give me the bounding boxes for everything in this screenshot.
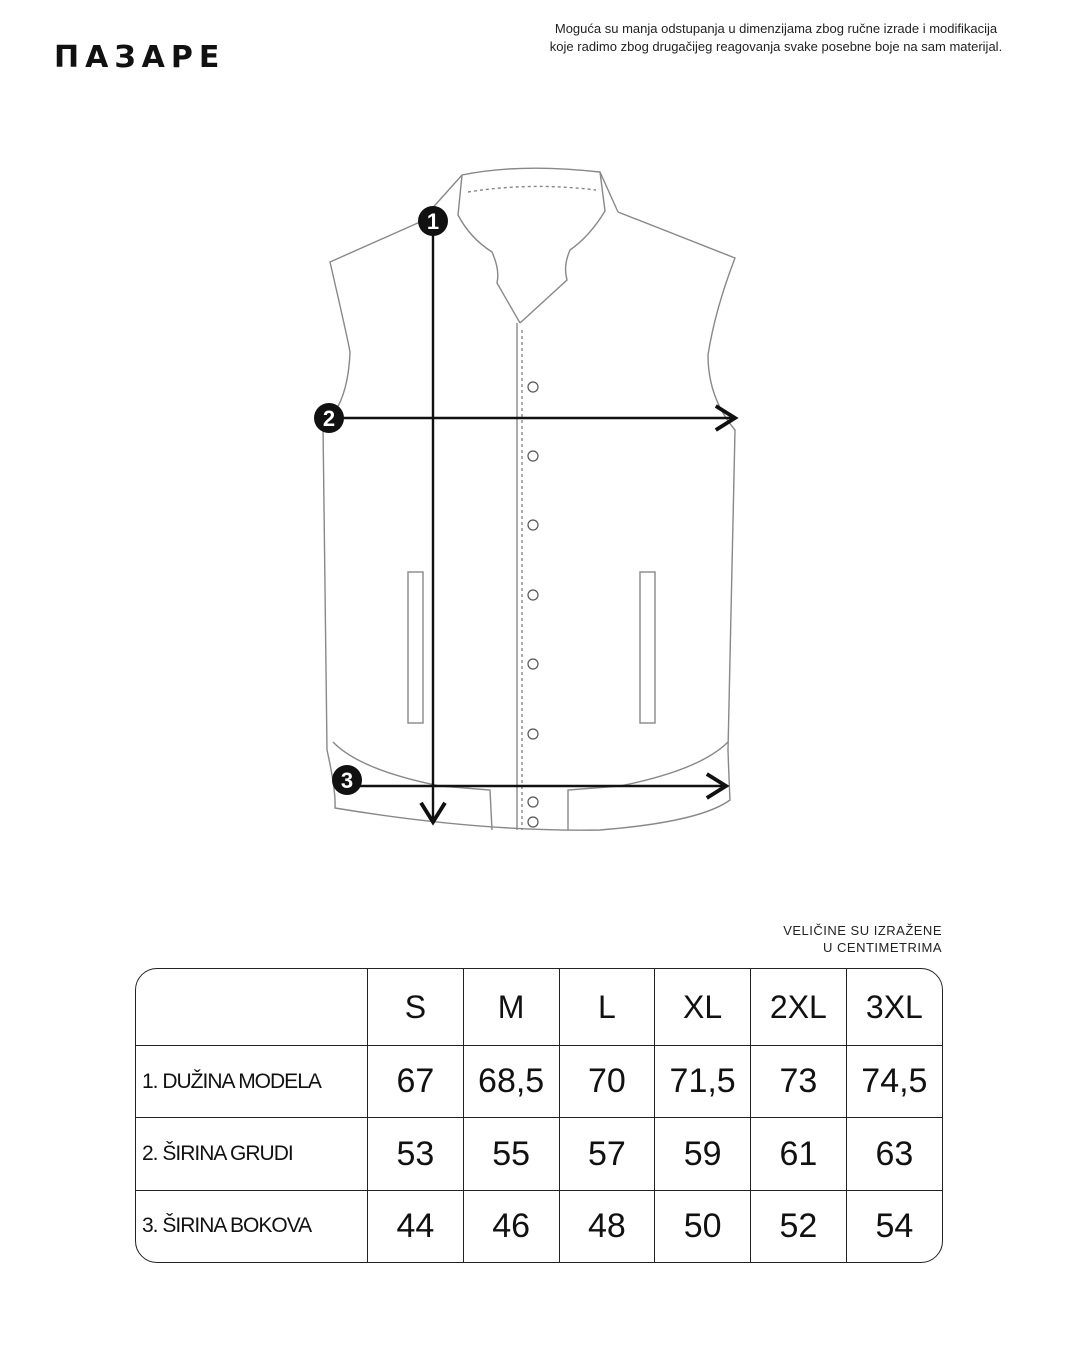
size-header: L <box>559 969 655 1046</box>
table-cell: 61 <box>751 1118 847 1190</box>
table-row <box>136 1046 942 1118</box>
disclaimer-line-2: koje radimo zbog drugačijeg reagovanja svake posebne boje na sam materijal. <box>549 39 1003 54</box>
marker-2 <box>314 403 344 433</box>
row-label: 1. DUŽINA MODELA <box>136 1046 368 1118</box>
table-cell: 74,5 <box>846 1046 942 1118</box>
svg-text:2: 2 <box>322 406 336 431</box>
unit-note: VELIČINE SU IZRAŽENE U CENTIMETRIMA <box>783 923 942 955</box>
table-cell: 54 <box>846 1190 942 1262</box>
table-cell: 46 <box>463 1190 559 1262</box>
disclaimer-line-1: Moguća su manja odstupanja u dimenzijama zbog ručne izrade i modifikacija <box>554 21 998 36</box>
table-cell: 70 <box>559 1046 655 1118</box>
table-cell: 59 <box>655 1118 751 1190</box>
size-header: S <box>368 969 464 1046</box>
brand-logo: ΠАЗАРЕ <box>54 40 226 75</box>
size-header: XL <box>655 969 751 1046</box>
table-row <box>136 1118 942 1190</box>
table-cell: 57 <box>559 1118 655 1190</box>
marker-1 <box>418 206 448 236</box>
table-cell: 44 <box>368 1190 464 1262</box>
table-cell: 55 <box>463 1118 559 1190</box>
table-cell: 53 <box>368 1118 464 1190</box>
size-table <box>135 968 943 1263</box>
size-header: 3XL <box>846 969 942 1046</box>
size-header: 2XL <box>751 969 847 1046</box>
size-header: M <box>463 969 559 1046</box>
table-cell: 68,5 <box>463 1046 559 1118</box>
empty-header-cell <box>136 969 368 1046</box>
size-header-row <box>136 969 942 1046</box>
table-cell: 73 <box>751 1046 847 1118</box>
table-cell: 63 <box>846 1118 942 1190</box>
row-label: 3. ŠIRINA BOKOVA <box>136 1190 368 1262</box>
marker-3 <box>332 765 362 795</box>
table-cell: 50 <box>655 1190 751 1262</box>
svg-text:3: 3 <box>340 768 354 793</box>
table-cell: 52 <box>751 1190 847 1262</box>
table-cell: 67 <box>368 1046 464 1118</box>
table-row <box>136 1190 942 1262</box>
table-cell: 48 <box>559 1190 655 1262</box>
vest-buttons <box>528 382 538 827</box>
table-cell: 71,5 <box>655 1046 751 1118</box>
row-label: 2. ŠIRINA GRUDI <box>136 1118 368 1190</box>
svg-text:1: 1 <box>426 209 440 234</box>
